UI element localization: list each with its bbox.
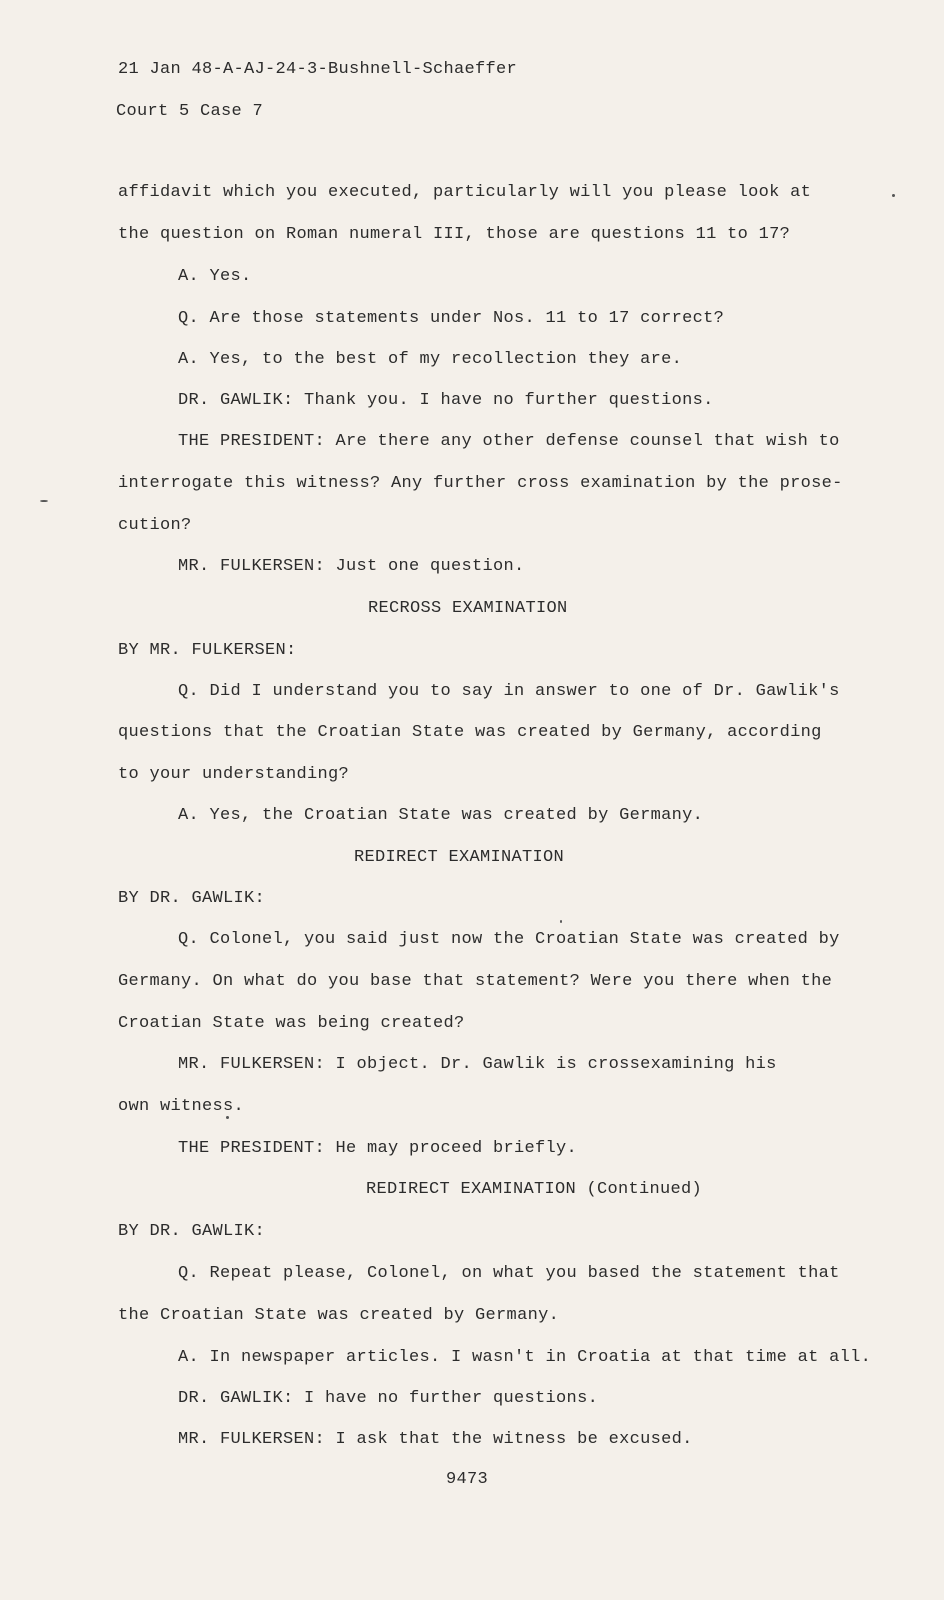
transcript-line: Germany. On what do you base that statement? Were you there when the	[118, 972, 833, 991]
page-number: 9473	[446, 1470, 489, 1489]
paper-speck	[560, 920, 562, 923]
examiner-line: BY DR. GAWLIK:	[118, 889, 266, 908]
speaker-line: MR. FULKERSEN: I ask that the witness be excused.	[178, 1430, 693, 1449]
transcript-line: the Croatian State was created by Germany.	[118, 1306, 560, 1325]
transcript-line: interrogate this witness? Any further cross examination by the prose-	[118, 474, 843, 493]
header-line-2: Court 5 Case 7	[116, 102, 264, 121]
question-line: Q. Did I understand you to say in answer to one of Dr. Gawlik's	[178, 682, 840, 701]
speaker-line: MR. FULKERSEN: I object. Dr. Gawlik is crossexamining his	[178, 1055, 777, 1074]
section-heading: REDIRECT EXAMINATION	[354, 848, 565, 867]
section-heading: REDIRECT EXAMINATION (Continued)	[366, 1180, 703, 1199]
answer-line: A. Yes.	[178, 267, 252, 286]
speaker-line: MR. FULKERSEN: Just one question.	[178, 557, 525, 576]
paper-speck	[226, 1116, 229, 1119]
transcript-line: questions that the Croatian State was created by Germany, according	[118, 723, 822, 742]
transcript-line: the question on Roman numeral III, those are questions 11 to 17?	[118, 225, 791, 244]
answer-line: A. In newspaper articles. I wasn't in Croatia at that time at all.	[178, 1348, 872, 1367]
speaker-line: THE PRESIDENT: Are there any other defense counsel that wish to	[178, 432, 840, 451]
question-line: Q. Colonel, you said just now the Croatian State was created by	[178, 930, 840, 949]
examiner-line: BY DR. GAWLIK:	[118, 1222, 266, 1241]
answer-line: A. Yes, to the best of my recollection they are.	[178, 350, 683, 369]
transcript-line: own witness.	[118, 1097, 245, 1116]
header-line-1: 21 Jan 48-A-AJ-24-3-Bushnell-Schaeffer	[118, 60, 518, 79]
examiner-line: BY MR. FULKERSEN:	[118, 641, 297, 660]
speaker-line: DR. GAWLIK: I have no further questions.	[178, 1389, 599, 1408]
transcript-line: cution?	[118, 516, 192, 535]
transcript-line: to your understanding?	[118, 765, 350, 784]
paper-speck	[40, 500, 48, 502]
question-line: Q. Repeat please, Colonel, on what you based the statement that	[178, 1264, 840, 1283]
transcript-line: affidavit which you executed, particularly will you please look at	[118, 183, 812, 202]
answer-line: A. Yes, the Croatian State was created by Germany.	[178, 806, 704, 825]
speaker-line: DR. GAWLIK: Thank you. I have no further questions.	[178, 391, 714, 410]
speaker-line: THE PRESIDENT: He may proceed briefly.	[178, 1139, 578, 1158]
transcript-line: Croatian State was being created?	[118, 1014, 465, 1033]
paper-speck	[892, 194, 895, 197]
question-line: Q. Are those statements under Nos. 11 to 17 correct?	[178, 309, 725, 328]
section-heading: RECROSS EXAMINATION	[368, 599, 568, 618]
